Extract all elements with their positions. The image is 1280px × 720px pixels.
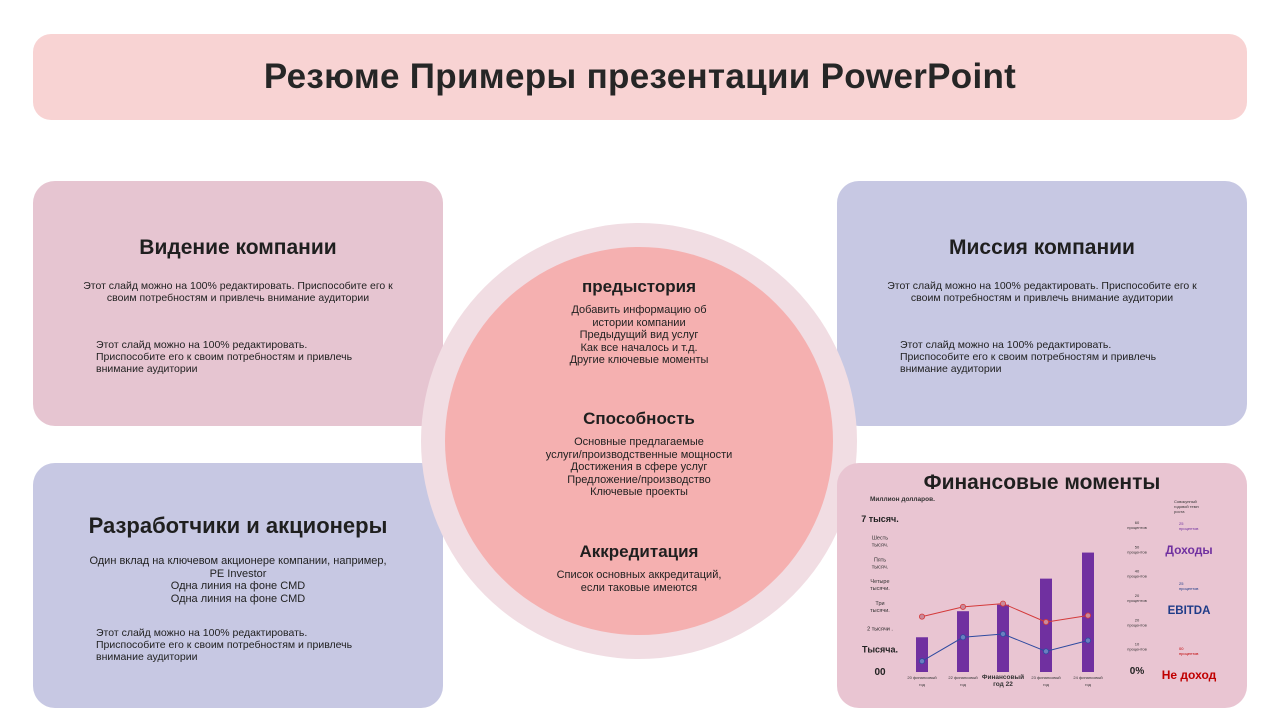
mission-heading: Миссия компании xyxy=(949,236,1135,259)
mission-note-line: Приспособите его к своим потребностям и привлечь xyxy=(900,351,1157,363)
bar xyxy=(997,605,1009,672)
capability-line: Достижения в сфере услуг xyxy=(570,461,708,473)
center-circle xyxy=(445,247,833,635)
developers-note-line: внимание аудитории xyxy=(96,651,198,663)
legend-percent: 25 xyxy=(1179,581,1184,586)
capability-line: Основные предлагаемые xyxy=(574,436,704,448)
vision-card xyxy=(33,181,443,426)
right-tick-label: 50 xyxy=(1134,544,1140,550)
vision-note-line: Приспособите его к своим потребностям и привлечь xyxy=(96,351,353,363)
legend-label: EBITDA xyxy=(1167,605,1211,617)
legend-label: Не доход xyxy=(1161,668,1217,682)
capability-heading: Способность xyxy=(583,409,695,428)
developers-note xyxy=(96,627,393,663)
page-title: Резюме Примеры презентации PowerPoint xyxy=(263,57,1017,96)
legend-percent: 25 xyxy=(1179,521,1184,526)
x-tick-label: год xyxy=(960,682,966,687)
history-line: Предыдущий вид услуг xyxy=(579,329,699,341)
history-line: Другие ключевые моменты xyxy=(569,354,709,366)
y-tick-label: Пять xyxy=(873,557,887,564)
y-tick-label: тысячи. xyxy=(870,586,890,593)
developers-card xyxy=(33,463,443,708)
capability-section xyxy=(445,409,833,499)
cagr-label: Совокупный xyxy=(1174,499,1197,504)
mission-text: Этот слайд можно на 100% редактировать. Приспособите его к своим потребностям и привлечь внимание аудитории xyxy=(887,280,1197,304)
vision-note-line: внимание аудитории xyxy=(96,363,198,375)
history-line: Как все началось и т.д. xyxy=(580,341,698,354)
right-zero-label: 0% xyxy=(1129,666,1145,677)
legend-label: Доходы xyxy=(1165,543,1213,557)
right-tick-label: процентов xyxy=(1127,525,1147,531)
series-point xyxy=(1043,649,1048,654)
mission-card xyxy=(837,181,1247,426)
series-point xyxy=(960,635,965,640)
accreditation-section xyxy=(445,542,833,594)
history-line: Добавить информацию об xyxy=(571,304,707,316)
x-tick-label: Финансовый xyxy=(981,674,1025,681)
developers-line: Один вклад на ключевом акционере компании, например, xyxy=(89,555,387,567)
y-tick-label: 7 тысяч. xyxy=(861,514,899,524)
y-tick-label: тысяч. xyxy=(871,542,889,549)
vision-text: Этот слайд можно на 100% редактировать. Приспособите его к своим потребностям и привлечь внимание аудитории xyxy=(83,280,393,304)
right-tick-label: 20 xyxy=(1134,593,1140,599)
right-tick-label: процентов xyxy=(1127,573,1147,579)
history-section xyxy=(445,277,833,367)
bar xyxy=(957,611,969,672)
right-tick-label: 20 xyxy=(1134,617,1140,623)
legend-percent: процентов xyxy=(1179,526,1199,531)
y-tick-label: 2 тысячи . xyxy=(867,626,893,633)
capability-line: услуги/производственные мощности xyxy=(545,448,733,461)
mission-note-line: внимание аудитории xyxy=(900,363,1002,375)
y-tick-label: тысячи. xyxy=(870,607,890,614)
developers-note-line: Приспособите его к своим потребностям и привлечь xyxy=(96,639,353,651)
bar xyxy=(1082,553,1094,672)
capability-line: Ключевые проекты xyxy=(590,486,688,498)
developers-line: Одна линия на фоне CMD xyxy=(170,592,306,605)
cagr-label: годовой темп xyxy=(1174,504,1199,509)
accreditation-heading: Аккредитация xyxy=(579,542,699,561)
vision-note xyxy=(96,339,393,375)
x-tick-label: 20 финансовый xyxy=(907,675,937,680)
y-tick-label: Четыре xyxy=(870,579,890,586)
title-banner xyxy=(33,34,1247,120)
mission-note-line: Этот слайд можно на 100% редактировать. xyxy=(900,339,1112,351)
right-tick-label: процентов xyxy=(1127,622,1147,628)
series-point xyxy=(1085,613,1090,618)
x-tick-label: год xyxy=(919,682,925,687)
history-heading: предыстория xyxy=(581,277,697,296)
finance-card xyxy=(837,463,1247,708)
y-tick-label: Три xyxy=(875,600,885,607)
bar xyxy=(1040,579,1052,672)
developers-text xyxy=(71,555,405,605)
x-tick-label: 22 финансовый xyxy=(948,675,978,680)
x-tick-label: год xyxy=(1085,682,1091,687)
accreditation-line: если таковые имеются xyxy=(580,581,698,594)
legend-percent: процентов xyxy=(1179,651,1199,656)
series-point xyxy=(919,614,924,619)
finance-chart xyxy=(837,463,1247,708)
y-axis-title: Миллион долларов. xyxy=(870,496,935,503)
series-point xyxy=(1000,631,1005,636)
x-tick-label: год xyxy=(1043,682,1049,687)
history-line: истории компании xyxy=(592,316,686,329)
developers-heading: Разработчики и акционеры xyxy=(88,513,388,538)
bar xyxy=(916,637,928,672)
x-tick-label: 24 финансовый xyxy=(1073,675,1103,680)
finance-heading: Финансовые моменты xyxy=(923,471,1161,494)
capability-line: Предложение/производство xyxy=(567,473,711,486)
y-tick-label: Шесть xyxy=(871,535,889,542)
series-point xyxy=(960,604,965,609)
mission-note xyxy=(900,339,1197,375)
right-tick-label: 40 xyxy=(1134,568,1140,574)
cagr-label: роста xyxy=(1174,509,1185,514)
y-tick-label: тысяч. xyxy=(871,564,889,571)
developers-note-line: Этот слайд можно на 100% редактировать. xyxy=(96,627,308,639)
y-tick-label: Тысяча. xyxy=(861,644,899,655)
vision-note-line: Этот слайд можно на 100% редактировать. xyxy=(96,339,308,351)
right-tick-label: процентов xyxy=(1127,646,1147,652)
y-zero-label: 00 xyxy=(874,667,886,678)
developers-line: PE Investor xyxy=(209,567,267,580)
vision-heading: Видение компании xyxy=(139,236,337,259)
right-tick-label: 60 xyxy=(1134,520,1140,526)
legend-percent: процентов xyxy=(1179,586,1199,591)
series-point xyxy=(1000,601,1005,606)
series-point xyxy=(1043,619,1048,624)
accreditation-line: Список основных аккредитаций, xyxy=(556,569,722,581)
right-tick-label: 10 xyxy=(1134,641,1140,647)
x-tick-label: год 22 xyxy=(993,681,1013,688)
developers-line: Одна линия на фоне CMD xyxy=(170,580,306,592)
series-point xyxy=(1085,638,1090,643)
right-tick-label: процентов xyxy=(1127,598,1147,604)
right-tick-label: процентов xyxy=(1127,549,1147,555)
series-point xyxy=(919,659,924,664)
x-tick-label: 23 финансовый xyxy=(1031,675,1061,680)
legend-percent: 00 xyxy=(1179,646,1184,651)
